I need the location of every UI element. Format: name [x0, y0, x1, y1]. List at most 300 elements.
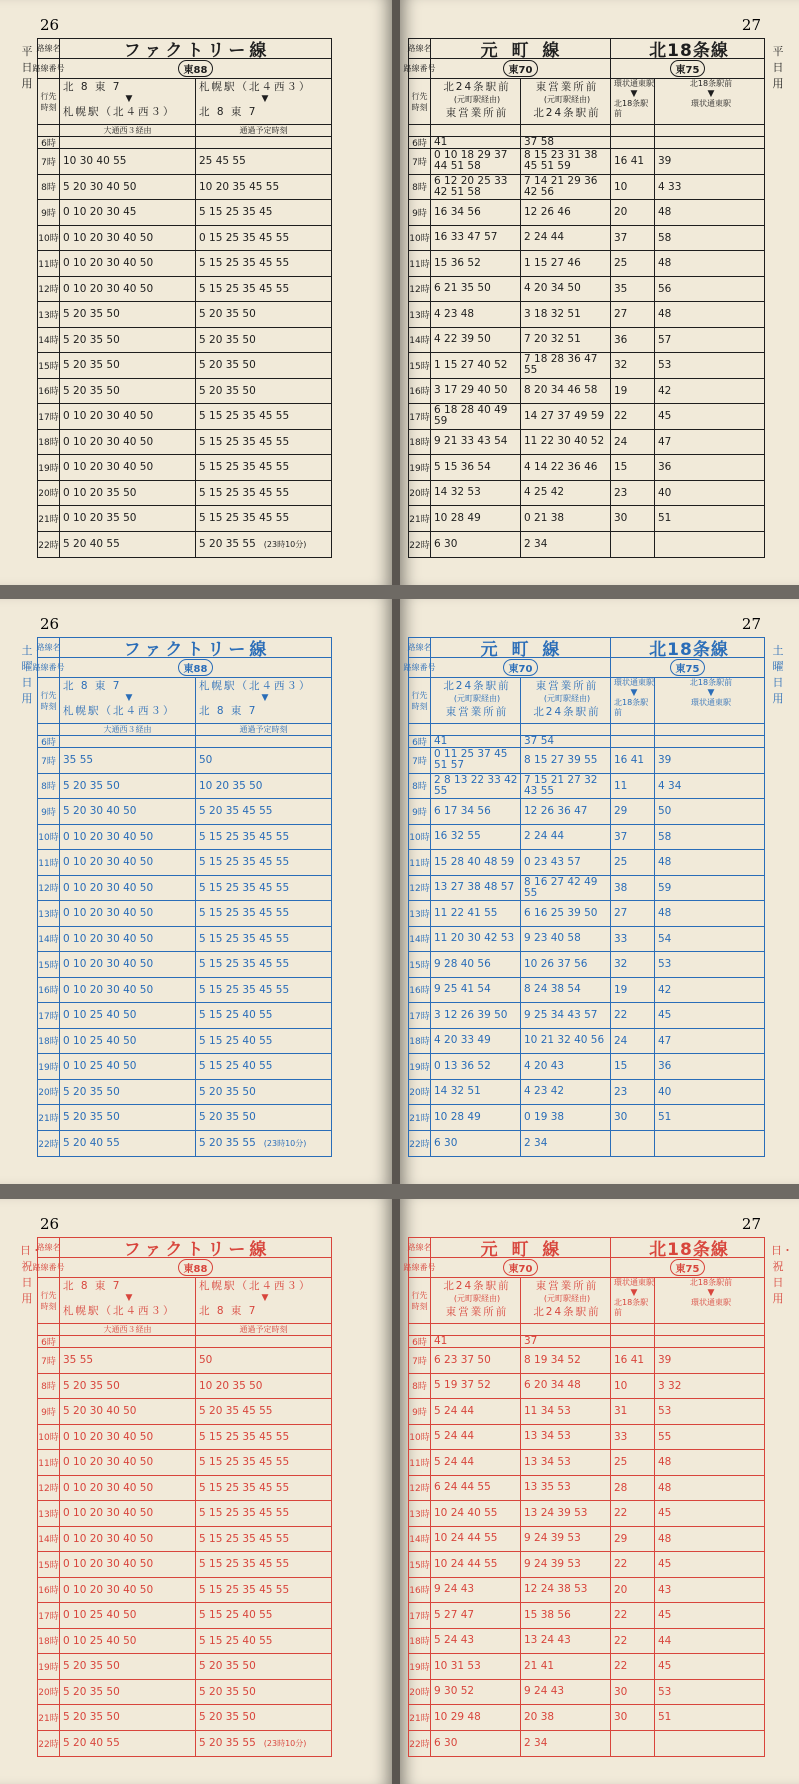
departure-times: 5 20 35 50 — [199, 359, 256, 372]
hour-cell: 17時 — [409, 1003, 431, 1028]
page-number: 27 — [741, 16, 761, 34]
departure-times: 3 32 — [658, 1379, 682, 1392]
spacer-cell — [655, 724, 764, 735]
departure-times — [196, 1336, 331, 1347]
departure-times: 30 — [611, 1680, 655, 1705]
departure-times: 9 24 43 — [431, 1578, 521, 1603]
hour-cell: 13時 — [409, 1501, 431, 1526]
departure-times: 0 10 20 30 40 50 — [60, 1425, 196, 1450]
hour-row — [38, 799, 331, 825]
departure-times: 5 20 30 40 50 — [60, 1399, 196, 1424]
hour-row — [38, 1105, 331, 1131]
departure-times: 5 20 35 45 55 — [199, 1405, 273, 1418]
departure-times: 4 14 22 36 46 — [521, 455, 611, 480]
page-number: 26 — [40, 615, 60, 633]
route-number-cell — [60, 59, 331, 78]
departure-times: 5 15 25 35 45 55 — [199, 932, 290, 945]
departure-times: 5 15 25 35 45 55 — [199, 282, 290, 295]
departure-times: 13 35 53 — [521, 1476, 611, 1501]
hour-row — [38, 137, 331, 149]
destination-stop: 北24条駅前 — [533, 107, 601, 119]
down-arrow-icon: ▼ — [707, 688, 715, 698]
departure-times: 0 10 20 30 40 50 — [60, 404, 196, 429]
departure-times: 5 20 40 55 — [60, 532, 196, 558]
departure-times: 32 — [611, 952, 655, 977]
departure-times: 20 — [611, 1578, 655, 1603]
hour-row — [409, 455, 764, 481]
departure-times: 58 — [658, 231, 672, 244]
departure-times: 42 — [658, 384, 672, 397]
hour-cell: 9時 — [409, 1399, 431, 1424]
departure-times: 37 58 — [521, 137, 611, 148]
hour-cell: 19時 — [38, 1054, 60, 1079]
hour-label: 時刻 — [411, 701, 428, 711]
departure-times: 47 — [658, 435, 672, 448]
hour-cell: 21時 — [409, 506, 431, 531]
departure-times: 20 — [611, 200, 655, 225]
departure-times: 58 — [658, 830, 672, 843]
departure-times: 6 20 34 48 — [521, 1374, 611, 1399]
departure-times: 5 24 44 — [431, 1399, 521, 1424]
destination-stop: 札幌駅（北４西３） — [63, 106, 176, 118]
hour-row — [409, 799, 764, 825]
departure-times: 37 — [611, 226, 655, 251]
hour-cell: 18時 — [38, 1029, 60, 1054]
departure-times: 30 — [611, 1705, 655, 1730]
departure-times: 5 20 35 50 — [199, 1085, 256, 1098]
hour-row — [38, 1336, 331, 1348]
hour-cell: 19時 — [38, 1654, 60, 1679]
hour-row — [409, 481, 764, 507]
departure-times: 10 28 49 — [431, 506, 521, 531]
hour-row — [38, 876, 331, 902]
origin-stop: 北 8 東 7 — [63, 1280, 122, 1292]
destination-stop: 東営業所前 — [445, 706, 509, 718]
direction-header — [196, 79, 331, 124]
spacer-cell — [409, 125, 431, 136]
hour-row — [38, 1603, 331, 1629]
route-name-row — [38, 1238, 331, 1258]
hour-cell: 20時 — [38, 1680, 60, 1705]
departure-times: 9 25 34 43 57 — [521, 1003, 611, 1028]
hour-cell: 17時 — [409, 404, 431, 429]
route-badge: 東88 — [178, 60, 214, 77]
hour-cell: 19時 — [38, 455, 60, 480]
departure-times: 45 — [658, 1009, 672, 1022]
route-badge: 東75 — [670, 1259, 706, 1276]
hour-cell: 15時 — [409, 1552, 431, 1577]
hour-cell: 18時 — [409, 430, 431, 455]
hour-cell: 6時 — [409, 736, 431, 747]
hour-row — [409, 1603, 764, 1629]
via-spacer — [38, 1324, 60, 1335]
departure-times: 0 10 20 30 40 50 — [60, 978, 196, 1003]
departure-times: 5 20 35 50 — [199, 308, 256, 321]
hour-cell: 6時 — [38, 137, 60, 148]
day-type-label: 土曜日用 — [772, 644, 784, 705]
departure-times: 9 21 33 43 54 — [431, 430, 521, 455]
hour-row — [38, 825, 331, 851]
hour-cell: 16時 — [409, 978, 431, 1003]
departure-times: 5 20 35 50 — [60, 1705, 196, 1730]
origin-stop: 環状通東駅 — [614, 1278, 654, 1287]
origin-stop: 東営業所前 — [535, 81, 599, 93]
hour-cell: 14時 — [409, 927, 431, 952]
page-number: 27 — [741, 615, 761, 633]
destination-label: 行先 — [411, 91, 428, 101]
departure-times — [611, 532, 655, 558]
departure-times: 45 — [658, 1507, 672, 1520]
origin-stop: 北24条駅前 — [443, 680, 511, 692]
departure-times: 7 20 32 51 — [521, 328, 611, 353]
hour-cell: 16時 — [409, 379, 431, 404]
departure-times: 47 — [658, 1034, 672, 1047]
departure-times: 8 16 27 42 49 55 — [521, 876, 611, 901]
hour-cell: 15時 — [38, 353, 60, 378]
departure-times: 10 28 49 — [431, 1105, 521, 1130]
route-name-row — [409, 39, 764, 59]
hour-cell: 7時 — [38, 748, 60, 773]
hour-row — [38, 455, 331, 481]
hour-row — [409, 1080, 764, 1106]
departure-times: 16 41 — [611, 748, 655, 773]
departure-times: 29 — [611, 799, 655, 824]
hour-cell: 13時 — [38, 302, 60, 327]
destination-label: 行先 — [411, 690, 428, 700]
down-arrow-icon: ▼ — [630, 1288, 638, 1298]
times-text: 5 20 35 55 — [199, 1137, 256, 1150]
spacer-cell — [611, 125, 655, 136]
departure-times — [655, 532, 764, 558]
departure-times: 0 10 25 40 50 — [60, 1029, 196, 1054]
departure-times: 6 17 34 56 — [431, 799, 521, 824]
route-name: ファクトリー線 — [123, 1240, 271, 1260]
hour-row — [409, 901, 764, 927]
route-number-label: 路線番号 — [38, 658, 60, 677]
hour-row — [409, 1705, 764, 1731]
departure-times: 5 15 25 35 45 55 — [199, 257, 290, 270]
departure-times: 35 — [611, 277, 655, 302]
hour-cell: 10時 — [409, 1425, 431, 1450]
route-name-motomachi: 元 町 線 — [431, 1238, 611, 1257]
departure-times: 3 18 32 51 — [521, 302, 611, 327]
departure-times: 0 10 20 30 40 50 — [60, 952, 196, 977]
direction-header — [60, 1278, 196, 1323]
departure-times: 25 — [611, 850, 655, 875]
spacer-cell — [409, 724, 431, 735]
hour-cell: 13時 — [409, 302, 431, 327]
via-note: 大通西３経由 — [60, 125, 196, 136]
departure-times: 6 18 28 40 49 59 — [431, 404, 521, 429]
route-name-kita18: 北18条線 — [649, 41, 729, 61]
departure-times: 5 20 35 50 — [60, 1080, 196, 1105]
hour-row — [38, 481, 331, 507]
departure-times: 5 27 47 — [431, 1603, 521, 1628]
route-number-label: 路線番号 — [38, 59, 60, 78]
departure-times — [611, 137, 655, 148]
hour-cell: 12時 — [38, 876, 60, 901]
departure-times: 5 15 25 40 55 — [199, 1034, 273, 1047]
departure-times: 15 — [611, 455, 655, 480]
direction-header — [521, 1278, 611, 1323]
departure-times: 0 10 20 30 40 50 — [60, 251, 196, 276]
departure-times: 5 15 25 40 55 — [199, 1060, 273, 1073]
hour-row — [409, 978, 764, 1004]
departure-times: 0 10 20 30 40 50 — [60, 1501, 196, 1526]
departure-times: 6 30 — [431, 532, 521, 558]
departure-times: 0 10 20 30 40 50 — [60, 825, 196, 850]
hour-cell: 19時 — [409, 1054, 431, 1079]
hour-label: 時刻 — [411, 102, 428, 112]
route-number-cell — [431, 1258, 611, 1277]
departure-times: 21 41 — [521, 1654, 611, 1679]
departure-times: 5 15 25 35 45 55 — [199, 856, 290, 869]
departure-times: 0 11 25 37 45 51 57 — [431, 748, 521, 773]
departure-times: 7 14 21 29 36 42 56 — [521, 175, 611, 200]
destination-stop: 環状通東駅 — [691, 1298, 731, 1307]
left-page — [0, 1199, 392, 1784]
departure-times: 36 — [658, 461, 672, 474]
route-number-row — [32, 658, 331, 678]
hour-row — [409, 1054, 764, 1080]
via-spacer — [38, 724, 60, 735]
departure-times: 4 22 39 50 — [431, 328, 521, 353]
hour-cell: 14時 — [38, 328, 60, 353]
departure-times: 5 24 44 — [431, 1450, 521, 1475]
departure-times: 31 — [611, 1399, 655, 1424]
departure-times: 5 20 35 50 — [199, 1660, 256, 1673]
hour-cell: 14時 — [409, 1527, 431, 1552]
origin-stop: 札幌駅（北４西３） — [199, 1280, 312, 1292]
spacer-cell — [521, 1324, 611, 1335]
departure-times: 5 20 35 50 — [199, 333, 256, 346]
departure-times: 9 28 40 56 — [431, 952, 521, 977]
hour-row — [38, 748, 331, 774]
departure-times: 11 20 30 42 53 — [431, 927, 521, 952]
departure-times: 5 19 37 52 — [431, 1374, 521, 1399]
hour-row — [409, 736, 764, 748]
departure-times: 15 36 52 — [431, 251, 521, 276]
departure-times — [655, 137, 764, 148]
departure-times: 48 — [658, 1456, 672, 1469]
destination-stop: 札幌駅（北４西３） — [63, 705, 176, 717]
departure-times: 38 — [611, 876, 655, 901]
spacer-cell — [611, 1324, 655, 1335]
hour-row — [409, 251, 764, 277]
hour-cell: 18時 — [38, 1629, 60, 1654]
header-spacer-row — [409, 1324, 764, 1336]
hour-cell: 16時 — [38, 1578, 60, 1603]
departure-times: 9 30 52 — [431, 1680, 521, 1705]
departure-times: 36 — [658, 1060, 672, 1073]
left-page — [0, 599, 392, 1184]
departure-times: 5 15 25 35 45 55 — [199, 1430, 290, 1443]
hour-cell: 14時 — [409, 328, 431, 353]
departure-times: 5 20 40 55 — [60, 1131, 196, 1157]
hour-row — [38, 1054, 331, 1080]
origin-stop: 札幌駅（北４西３） — [199, 81, 312, 93]
route-name-kita18: 北18条線 — [649, 640, 729, 660]
hour-row — [409, 1731, 764, 1757]
departure-times: 10 — [611, 175, 655, 200]
hour-row — [38, 774, 331, 800]
hour-cell: 17時 — [38, 404, 60, 429]
hour-row — [409, 1629, 764, 1655]
via-note: 通過予定時刻 — [239, 126, 288, 135]
departure-times: 5 20 35 45 55 — [199, 805, 273, 818]
departure-times: 22 — [611, 1603, 655, 1628]
hour-row — [38, 1476, 331, 1502]
departure-times: 45 — [658, 1558, 672, 1571]
departure-times: 2 34 — [521, 1131, 611, 1157]
route-name-row — [409, 1238, 764, 1258]
hour-row — [38, 251, 331, 277]
departure-times: 22 — [611, 1003, 655, 1028]
departure-times: 5 15 36 54 — [431, 455, 521, 480]
hour-row — [409, 774, 764, 800]
departure-times: 48 — [658, 907, 672, 920]
departure-times: 8 20 34 46 58 — [521, 379, 611, 404]
departure-times: 12 26 46 — [521, 200, 611, 225]
departure-times: 9 24 43 — [521, 1680, 611, 1705]
departure-times: 33 — [611, 927, 655, 952]
hour-label: 時刻 — [40, 102, 57, 112]
hour-row — [38, 952, 331, 978]
departure-times: 25 — [611, 251, 655, 276]
departure-times — [611, 1336, 655, 1347]
route-name-row — [409, 638, 764, 658]
departure-times: 4 23 42 — [521, 1080, 611, 1105]
departure-times: 24 — [611, 1029, 655, 1054]
direction-header — [655, 79, 764, 124]
departure-times: 5 15 25 35 45 55 — [199, 512, 290, 525]
destination-stop: 北18条駅前 — [614, 1298, 649, 1317]
departure-times: 5 20 35 50 — [60, 379, 196, 404]
hour-row — [409, 328, 764, 354]
via-note: 通過予定時刻 — [239, 725, 288, 734]
destination-stop: 北24条駅前 — [533, 1306, 601, 1318]
departure-times: 9 24 39 53 — [521, 1527, 611, 1552]
route-name-label: 路線名 — [38, 39, 60, 58]
hour-cell: 22時 — [409, 1131, 431, 1157]
right-page — [400, 1199, 799, 1784]
departure-times: 28 — [611, 1476, 655, 1501]
departure-times: 30 — [611, 1105, 655, 1130]
hour-cell: 10時 — [409, 825, 431, 850]
departure-times: 5 20 35 50 — [60, 1105, 196, 1130]
departure-times: 13 24 39 53 — [521, 1501, 611, 1526]
hour-cell: 15時 — [409, 952, 431, 977]
route-number-label: 路線番号 — [38, 1258, 60, 1277]
departure-times: 13 27 38 48 57 — [431, 876, 521, 901]
departure-times: 27 — [611, 302, 655, 327]
departure-times: 10 — [611, 1374, 655, 1399]
departure-times: 27 — [611, 901, 655, 926]
departure-times: 22 — [611, 1501, 655, 1526]
departure-times: 10 24 44 55 — [431, 1552, 521, 1577]
departure-times: 5 15 25 35 45 — [199, 206, 273, 219]
departure-times: 13 34 53 — [521, 1450, 611, 1475]
departure-times: 0 15 25 35 45 55 — [199, 231, 290, 244]
departure-times: 4 25 42 — [521, 481, 611, 506]
departure-times: 11 34 53 — [521, 1399, 611, 1424]
departure-times: 0 10 20 35 50 — [60, 481, 196, 506]
down-arrow-icon: ▼ — [261, 1293, 269, 1303]
route-number-label: 路線番号 — [409, 1258, 431, 1277]
departure-times: 0 21 38 — [521, 506, 611, 531]
departure-times: 6 24 44 55 — [431, 1476, 521, 1501]
day-type-label: 日・祝日用 — [20, 1244, 42, 1305]
departure-times: 5 20 35 50 — [199, 1711, 256, 1724]
hour-cell: 18時 — [409, 1029, 431, 1054]
origin-stop: 札幌駅（北４西３） — [199, 680, 312, 692]
timetable-spread — [0, 599, 799, 1184]
route-number-cell — [611, 59, 764, 78]
departure-times: 0 10 20 30 40 50 — [60, 430, 196, 455]
hour-cell: 14時 — [38, 927, 60, 952]
departure-times: 0 10 25 40 50 — [60, 1003, 196, 1028]
hour-row — [38, 353, 331, 379]
departure-times: 5 20 35 50 — [60, 1680, 196, 1705]
hour-row — [409, 1003, 764, 1029]
departure-times: 10 24 44 55 — [431, 1527, 521, 1552]
hour-row — [409, 1399, 764, 1425]
hour-row — [38, 1578, 331, 1604]
route-number-cell — [60, 1258, 331, 1277]
departure-times: 55 — [658, 1430, 672, 1443]
hour-cell: 8時 — [409, 1374, 431, 1399]
departure-times: 2 24 44 — [521, 226, 611, 251]
departure-times: 48 — [658, 257, 672, 270]
departure-times: 10 20 35 50 — [199, 779, 263, 792]
route-name-label: 路線名 — [38, 1238, 60, 1257]
departure-times: 2 34 — [521, 1731, 611, 1757]
hour-row — [38, 1425, 331, 1451]
day-type-label: 平日用 — [21, 45, 33, 90]
hour-cell: 11時 — [38, 1450, 60, 1475]
hour-row — [409, 379, 764, 405]
hour-cell: 21時 — [38, 1105, 60, 1130]
origin-stop: 東営業所前 — [535, 680, 599, 692]
destination-row — [38, 1278, 331, 1324]
departure-times: 0 10 20 30 40 50 — [60, 1552, 196, 1577]
departure-times: 3 12 26 39 50 — [431, 1003, 521, 1028]
departure-times: 19 — [611, 978, 655, 1003]
departure-times: 14 32 53 — [431, 481, 521, 506]
departure-times: 0 10 20 30 40 50 — [60, 1578, 196, 1603]
hour-cell: 13時 — [409, 901, 431, 926]
departure-times: 44 — [658, 1634, 672, 1647]
spacer-cell — [431, 125, 521, 136]
departure-times: 5 15 25 35 45 55 — [199, 881, 290, 894]
departure-times: 5 15 25 35 45 55 — [199, 907, 290, 920]
hour-cell: 21時 — [38, 506, 60, 531]
departure-times: 0 10 20 30 40 50 — [60, 901, 196, 926]
hour-cell: 10時 — [38, 1425, 60, 1450]
hour-cell: 6時 — [409, 1336, 431, 1347]
motomachi-kita18-timetable — [403, 38, 765, 558]
hour-cell: 16時 — [409, 1578, 431, 1603]
departure-times: 6 16 25 39 50 — [521, 901, 611, 926]
hour-row — [409, 850, 764, 876]
departure-times: 29 — [611, 1527, 655, 1552]
hour-cell: 7時 — [38, 1348, 60, 1373]
departure-times — [611, 1131, 655, 1157]
departure-times — [655, 1336, 764, 1347]
down-arrow-icon: ▼ — [125, 1293, 133, 1303]
hour-cell: 9時 — [38, 799, 60, 824]
hour-row — [409, 748, 764, 774]
